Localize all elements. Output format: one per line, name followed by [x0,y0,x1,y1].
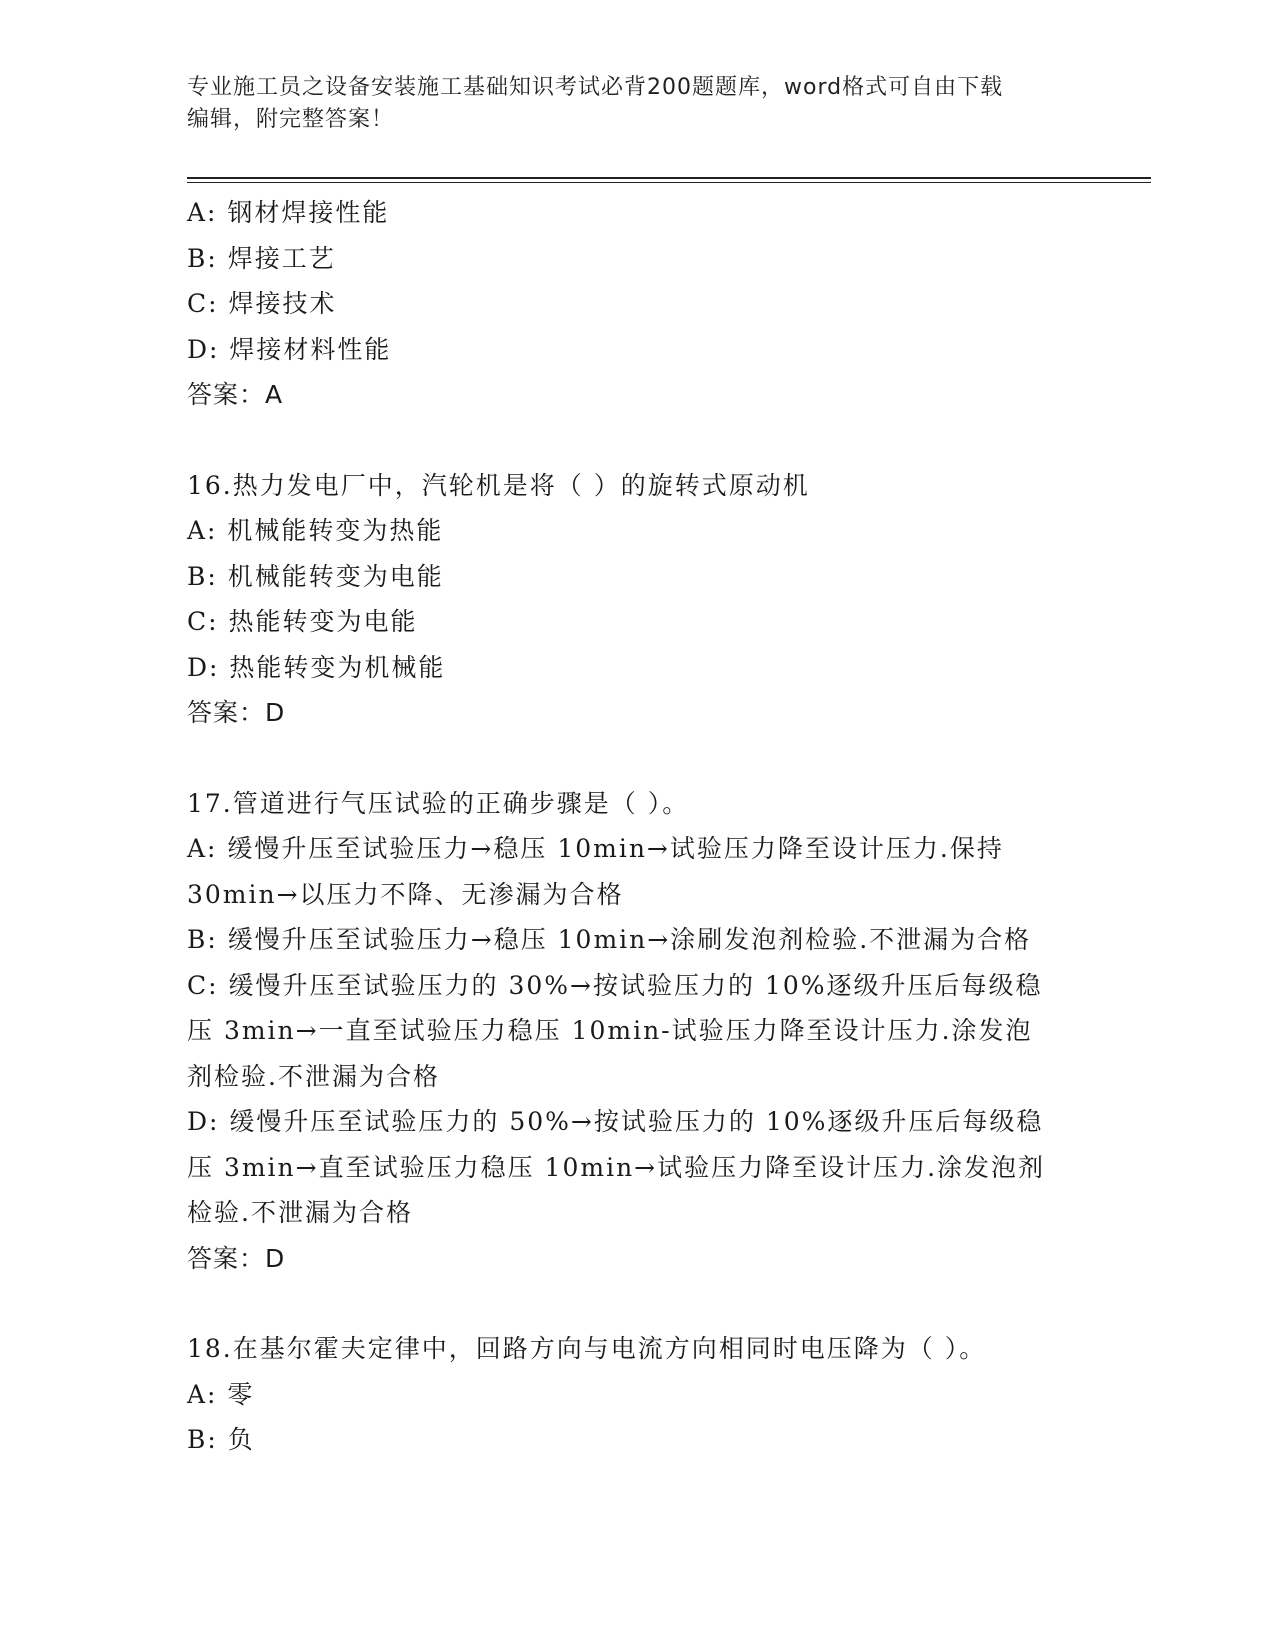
question-text: 17.管道进行气压试验的正确步骤是（ ）。 [187,788,690,818]
option-d-line-2: 压 3min→直至试验压力稳压 10min→试验压力降至设计压力.涂发泡剂 [187,1152,1046,1182]
option-a: A: 钢材焊接性能 [187,198,390,227]
option-c: C: 焊接技术 [187,289,337,318]
question-list [187,190,1087,1463]
option-c: C: 热能转变为电能 [187,607,418,636]
option-c-line-3: 剂检验.不泄漏为合格 [187,1061,440,1091]
option-a-line-1: A: 缓慢升压至试验压力→稳压 10min→试验压力降至设计压力.保持 [187,834,1004,863]
option-d: D: 焊接材料性能 [187,334,392,364]
option-a-line-2: 30min→以压力不降、无渗漏为合格 [187,879,624,909]
spacer [187,736,1087,781]
option-b: B: 负 [187,1425,255,1454]
header-line-1: 专业施工员之设备安装施工基础知识考试必背200题题库，word格式可自由下载 [187,75,1004,100]
question-block-17 [187,781,1087,1282]
header-line-2: 编辑，附完整答案！ [187,107,395,132]
option-c-line-1: C: 缓慢升压至试验压力的 30%→按试验压力的 10%逐级升压后每级稳 [187,970,1043,1000]
answer: 答案：A [187,380,284,409]
spacer [187,418,1087,463]
option-d: D: 热能转变为机械能 [187,652,446,682]
option-b: B: 机械能转变为电能 [187,561,444,591]
question-block-15 [187,190,1087,418]
header-divider-thick [187,177,1151,179]
answer: 答案：D [187,698,286,727]
page-header [187,72,1067,136]
answer: 答案：D [187,1243,286,1273]
option-c-line-2: 压 3min→一直至试验压力稳压 10min-试验压力降至设计压力.涂发泡 [187,1016,1033,1045]
question-block-18 [187,1326,1087,1463]
spacer [187,1281,1087,1326]
question-block-16 [187,463,1087,736]
option-b: B: 焊接工艺 [187,243,336,273]
question-text: 16.热力发电厂中，汽轮机是将（ ）的旋转式原动机 [187,470,810,500]
option-a: A: 机械能转变为热能 [187,516,444,545]
header-divider-thin [187,182,1151,183]
question-text: 18.在基尔霍夫定律中，回路方向与电流方向相同时电压降为（ ）。 [187,1334,987,1363]
option-d-line-1: D: 缓慢升压至试验压力的 50%→按试验压力的 10%逐级升压后每级稳 [187,1107,1044,1136]
option-a: A: 零 [187,1379,255,1409]
option-b: B: 缓慢升压至试验压力→稳压 10min→涂刷发泡剂检验.不泄漏为合格 [187,925,1032,954]
option-d-line-3: 检验.不泄漏为合格 [187,1198,413,1227]
